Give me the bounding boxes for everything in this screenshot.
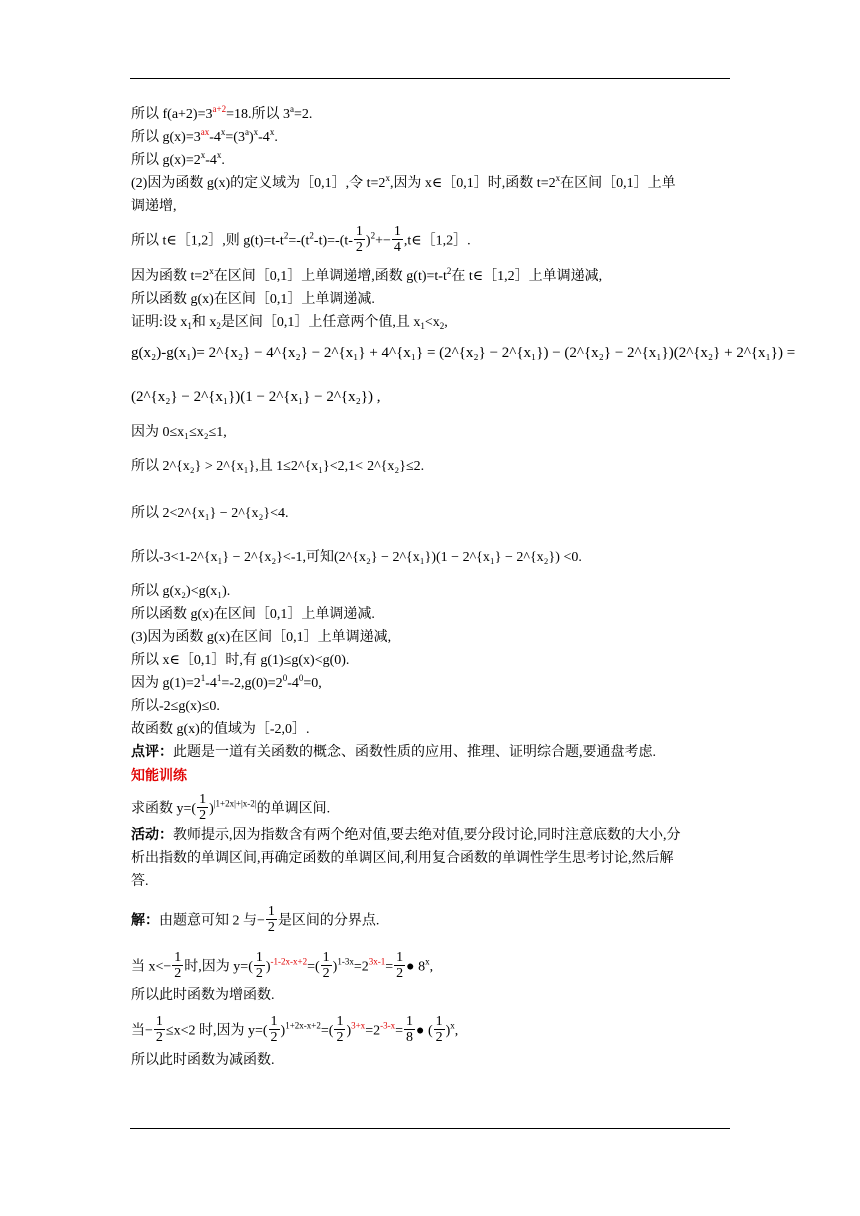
line-endpoint-values <box>131 675 322 693</box>
exponent: 1 <box>200 673 206 683</box>
line-decreasing-again <box>131 606 375 624</box>
equation-factored <box>131 388 381 406</box>
numerator: 1 <box>393 224 401 239</box>
fraction-half <box>154 1014 165 1045</box>
text: -4 <box>205 153 217 168</box>
text: <4. <box>270 506 289 521</box>
text: -4 <box>258 130 270 145</box>
text: . <box>221 153 225 168</box>
text: 求函数 y=( <box>131 801 197 817</box>
line-sign-conclusion: 所以-3<1-2^{x₁} − 2^{x₂}<-1,可知(2^{x₂} − 2^{x₁})(1 − 2^{x₁} − 2^{x₂}) <0. <box>131 550 582 565</box>
subscript: 2 <box>216 321 221 331</box>
exponent: 2 <box>446 266 452 276</box>
numerator: 1 <box>322 950 330 965</box>
line-proof-setup <box>131 314 448 332</box>
exponent: x <box>269 127 275 137</box>
text: =2 <box>365 1023 381 1039</box>
numerator: 1 <box>406 1014 413 1029</box>
exponent: 3+x <box>351 1020 366 1031</box>
exponent: x <box>200 150 206 160</box>
section-heading-training <box>131 767 187 785</box>
case-1-conclusion <box>131 987 275 1005</box>
exponent: 1+2x-x+2 <box>285 1020 321 1031</box>
text: 所以 g(x)=2 <box>131 153 201 168</box>
exponent: x <box>425 956 430 967</box>
text: 时,因为 y=( <box>184 959 253 975</box>
text: =0, <box>303 676 322 691</box>
math-expression: 2^{x₁} <box>216 459 256 474</box>
text: 所以-3<1- <box>131 550 191 565</box>
line-bounds <box>131 652 349 670</box>
exponent: 0 <box>282 673 288 683</box>
line-conclusion-decreasing <box>131 291 375 309</box>
line-t-range <box>131 226 471 257</box>
line-g-x-def <box>131 129 278 147</box>
comment-text: 此题是一道有关函数的概念、函数性质的应用、推理、证明综合题,要通盘考虑. <box>173 745 656 760</box>
exponent: 2 <box>283 230 289 241</box>
solution-intro <box>131 906 379 937</box>
exponent: 3x-1 <box>368 956 386 967</box>
denominator: 8 <box>406 1030 413 1045</box>
line-g-compare <box>131 583 230 601</box>
header-rule <box>130 78 730 79</box>
text: -4 <box>209 130 221 145</box>
fraction-half <box>269 1014 280 1045</box>
denominator: 2 <box>199 808 207 823</box>
text: 当 x<− <box>131 959 172 975</box>
exponent: 1-3x <box>337 956 354 967</box>
line-f-a-plus-2 <box>131 106 312 124</box>
math-expression: (2^{x₂} − 2^{x₁})(1 − 2^{x₁} − 2^{x₂}) , <box>131 389 381 405</box>
heading-text: 知能训练 <box>131 768 187 784</box>
text: -4 <box>205 676 217 691</box>
line-part-2-intro <box>131 175 676 193</box>
text: ) <box>248 130 254 145</box>
fraction-half <box>172 950 183 981</box>
case-2 <box>131 1016 458 1047</box>
denominator: 2 <box>267 920 275 935</box>
text: ) <box>265 959 271 975</box>
text: 析出指数的单调区间,再确定函数的单调区间,利用复合函数的单调性学生思考讨论,然后解 <box>131 851 674 866</box>
denominator: 2 <box>255 966 263 981</box>
text: (3)因为函数 g(x)在区间［0,1］上单调递减, <box>131 630 392 645</box>
text: ) <box>332 959 338 975</box>
text: 因为 g(1)=2 <box>131 676 201 691</box>
text: ≤x<2 时,因为 y=( <box>165 1023 268 1039</box>
text: ● ( <box>416 1023 433 1039</box>
text: <-1,可知 <box>282 550 334 565</box>
text: 所以 <box>131 459 159 474</box>
text: 所以函数 g(x)在区间［0,1］上单调递减. <box>131 292 375 307</box>
exponent: x <box>209 266 214 276</box>
math-expression: 2^{x₁} <box>462 550 502 565</box>
numerator: 1 <box>336 1014 344 1029</box>
denominator: 2 <box>155 1030 163 1045</box>
exponent: x <box>253 127 259 137</box>
line-g-range <box>131 698 220 716</box>
text: ,因为 x∈［0,1］时,函数 t=2 <box>389 176 556 191</box>
activity-label: 活动： <box>131 828 173 843</box>
line-g-x-simplified <box>131 152 225 170</box>
exponent: -1-2x-x+2 <box>270 956 308 967</box>
text: =18.所以 3 <box>226 107 290 122</box>
exponent: x <box>216 150 222 160</box>
footer-rule <box>130 1128 730 1129</box>
numerator: 1 <box>199 792 207 807</box>
text: 是区间［0,1］上任意两个值,且 x <box>220 315 421 330</box>
text: , <box>429 959 434 975</box>
fraction-half <box>266 904 277 935</box>
text: -4 <box>287 676 299 691</box>
line-value-range <box>131 721 310 739</box>
text: ) <box>346 1023 352 1039</box>
fraction-half <box>197 792 208 823</box>
fraction-half <box>394 950 405 981</box>
line-part-2-wrap <box>131 198 177 216</box>
math-expression: 2^{x₂} <box>231 506 271 521</box>
math-expression: 2^{x₂} <box>244 550 283 565</box>
activity-line-2 <box>131 850 674 868</box>
text: 的单调区间. <box>256 801 331 817</box>
activity-line-1 <box>131 827 681 845</box>
exponent: 2 <box>309 230 314 241</box>
exponent: |1+2x|+|x-2| <box>213 798 257 809</box>
line-sum-bound: 所以 2<2^{x₁} − 2^{x₂}<4. <box>131 506 289 521</box>
text: = <box>385 959 394 975</box>
fraction-half <box>254 950 265 981</box>
math-expression: 2^{x₂} <box>162 459 202 474</box>
exponent: 0 <box>298 673 304 683</box>
denominator: 2 <box>336 1030 344 1045</box>
fraction-quarter <box>392 224 403 255</box>
text: 所以函数 g(x)在区间［0,1］上单调递减. <box>131 607 375 622</box>
text: 所以 g(x)=3 <box>131 130 201 145</box>
activity-line-3 <box>131 873 149 891</box>
subscript: 1 <box>420 321 425 331</box>
math-expression: 2^{x₁} <box>290 459 330 474</box>
text: 答. <box>131 874 149 889</box>
math-expression: 2^{x₂} − 4^{x₂} − 2^{x₁} + 4^{x₁} = (2^{x₂} − 2^{x₁}) − (2^{x₂} − 2^{x₁})(2^{x₂} + 2^{x₁}) = <box>208 345 796 361</box>
text: =-2,g(0)=2 <box>221 676 283 691</box>
subscript: 1 <box>187 321 192 331</box>
text: 是区间的分界点. <box>277 913 380 929</box>
text: 故函数 g(x)的值域为［-2,0］. <box>131 722 310 737</box>
text: 所以-2≤g(x)≤0. <box>131 699 220 714</box>
text: <x <box>424 315 440 330</box>
text: (2)因为函数 g(x)的定义域为［0,1］,令 t=2 <box>131 176 386 191</box>
text: ) <box>280 1023 286 1039</box>
case-2-conclusion <box>131 1052 275 1070</box>
fraction-half <box>321 950 332 981</box>
text: 证明:设 x <box>131 315 188 330</box>
fraction-half <box>334 1014 345 1045</box>
exponent: x <box>220 127 226 137</box>
line-part-3 <box>131 629 391 647</box>
line-range-x <box>131 424 227 442</box>
text: +− <box>375 233 391 249</box>
exponent: x <box>555 173 561 183</box>
denominator: 2 <box>396 966 404 981</box>
text: 所以 2< <box>131 506 178 521</box>
text: 因为函数 t=2 <box>131 269 210 284</box>
denominator: 2 <box>322 966 330 981</box>
text: ● 8 <box>406 959 426 975</box>
math-expression: 2^{x₂} <box>367 459 406 474</box>
text: 教师提示,因为指数含有两个绝对值,要去绝对值,要分段讨论,同时注意底数的大小,分 <box>173 828 681 843</box>
text: 在区间［0,1］上单 <box>560 176 676 191</box>
numerator: 1 <box>270 1014 278 1029</box>
line-monotonic-reason <box>131 268 602 286</box>
text: =(3 <box>225 130 245 145</box>
exponent: 2 <box>370 230 376 241</box>
text: 所以此时函数为增函数. <box>131 988 275 1003</box>
numerator: 1 <box>435 1014 443 1029</box>
text: ) <box>445 1023 451 1039</box>
text: 所以 f(a+2)=3 <box>131 107 213 122</box>
exponent: a <box>244 127 249 137</box>
text: = <box>395 1023 403 1039</box>
text: 所以 g(x₂)<g(x₁). <box>131 584 231 599</box>
denominator: 4 <box>393 240 401 255</box>
denominator: 2 <box>270 1030 278 1045</box>
text: =( <box>307 959 320 975</box>
text: 当− <box>131 1023 153 1039</box>
text: ,且 1≤ <box>255 459 291 474</box>
text: , <box>444 315 448 330</box>
denominator: 2 <box>174 966 182 981</box>
text: 所以 x∈［0,1］时,有 g(1)≤g(x)<g(0). <box>131 653 350 668</box>
text: -t)=-(t- <box>313 233 353 249</box>
question <box>131 794 330 825</box>
text: 因为 0≤x₁≤x₂≤1, <box>131 425 227 440</box>
text: 所以 t∈［1,2］,则 g(t)=t-t <box>131 233 284 249</box>
exponent: 1 <box>216 673 222 683</box>
equation-difference <box>131 344 795 362</box>
case-1 <box>131 952 433 983</box>
text: =( <box>320 1023 334 1039</box>
text: 和 x <box>191 315 217 330</box>
exponent: x <box>450 1020 455 1031</box>
text: =2. <box>293 107 313 122</box>
numerator: 1 <box>155 1014 163 1029</box>
text: ,t∈［1,2］. <box>403 233 471 249</box>
fraction-half <box>354 224 365 255</box>
solution-label: 解： <box>131 913 159 929</box>
math-expression: 2^{x₂} <box>516 550 556 565</box>
fraction-half <box>434 1014 445 1045</box>
exponent: -3-x <box>380 1020 396 1031</box>
text: <0. <box>563 550 582 565</box>
text: 由题意可知 2 与− <box>159 913 265 929</box>
subscript: 2 <box>439 321 445 331</box>
text: ) <box>365 233 371 249</box>
text: ) <box>209 801 214 817</box>
numerator: 1 <box>255 950 263 965</box>
text: 调递增, <box>131 199 177 214</box>
text: =-(t <box>288 233 310 249</box>
math-expression: 2^{x₁} <box>177 506 217 521</box>
text: <2,1< <box>329 459 364 474</box>
text: 在区间［0,1］上单调递增,函数 g(t)=t-t <box>213 269 447 284</box>
numerator: 1 <box>396 950 404 965</box>
comment-label: 点评： <box>131 745 173 760</box>
text: 在 t∈［1,2］上单调递减, <box>451 269 603 284</box>
math-expression: 2^{x₁} <box>190 550 230 565</box>
math-expression: 2^{x₁} <box>392 550 432 565</box>
fraction-eighth <box>404 1014 415 1045</box>
text: ≤2. <box>405 459 425 474</box>
numerator: 1 <box>355 224 363 239</box>
text: , <box>454 1023 459 1039</box>
exponent: a+2 <box>212 104 227 114</box>
denominator: 2 <box>355 240 363 255</box>
exponent: a <box>289 104 294 114</box>
comment <box>131 744 656 762</box>
math-expression: 2^{x₂} <box>338 550 378 565</box>
exponent: x <box>385 173 390 183</box>
text: . <box>274 130 278 145</box>
numerator: 1 <box>267 904 275 919</box>
text: =2 <box>353 959 369 975</box>
denominator: 2 <box>435 1030 443 1045</box>
numerator: 1 <box>174 950 182 965</box>
line-compare-powers: 所以 2^{x₂} > 2^{x₁},且 1≤2^{x₁}<2,1< 2^{x₂}≤2. <box>131 459 425 474</box>
exponent: ax <box>200 127 210 137</box>
text: g(x₂)-g(x₁)= <box>131 345 205 361</box>
text: 所以此时函数为减函数. <box>131 1053 275 1068</box>
